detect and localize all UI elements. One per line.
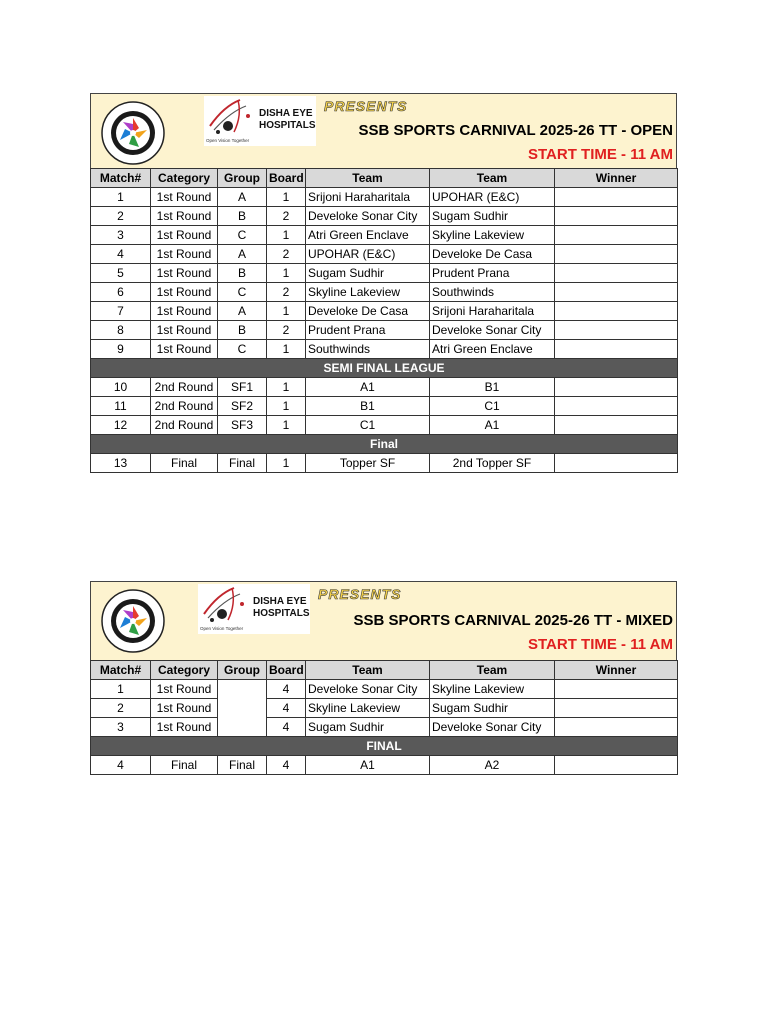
presents-label: PRESENTS [324, 98, 408, 114]
cell-group: SF1 [218, 378, 267, 397]
cell-team1: Skyline Lakeview [306, 283, 430, 302]
cell-winner [555, 245, 678, 264]
sheet-banner [90, 93, 677, 168]
cell-team1: Develoke Sonar City [306, 207, 430, 226]
section-label: FINAL [91, 737, 678, 756]
cell-team1: B1 [306, 397, 430, 416]
table-row [91, 699, 678, 718]
cell-group: C [218, 340, 267, 359]
cell-category: Final [151, 756, 218, 775]
cell-match: 10 [91, 378, 151, 397]
cell-match: 3 [91, 226, 151, 245]
cell-group: C [218, 283, 267, 302]
table-row [91, 397, 678, 416]
section-divider [91, 737, 678, 756]
schedule-sheet-open [90, 93, 677, 473]
cell-team2: 2nd Topper SF [430, 454, 555, 473]
cell-board: 4 [267, 718, 306, 737]
section-label: SEMI FINAL LEAGUE [91, 359, 678, 378]
cell-board: 4 [267, 680, 306, 699]
cell-winner [555, 321, 678, 340]
cell-category: 1st Round [151, 245, 218, 264]
cell-board: 2 [267, 245, 306, 264]
cell-category: 1st Round [151, 340, 218, 359]
cell-board: 1 [267, 416, 306, 435]
sponsor-name [259, 108, 315, 132]
cell-winner [555, 680, 678, 699]
cell-team1: UPOHAR (E&C) [306, 245, 430, 264]
sponsor-name-line1: DISHA EYE [253, 596, 307, 607]
col-header-match: Match# [91, 169, 151, 188]
table-row [91, 416, 678, 435]
cell-winner [555, 699, 678, 718]
cell-team2: Atri Green Enclave [430, 340, 555, 359]
disha-eye-hospitals-logo [204, 96, 316, 146]
cell-board: 1 [267, 264, 306, 283]
cell-match: 4 [91, 756, 151, 775]
sponsor-name-line1: DISHA EYE [259, 108, 313, 119]
cell-board: 1 [267, 340, 306, 359]
cell-category: 2nd Round [151, 397, 218, 416]
col-header-team1: Team [306, 169, 430, 188]
cell-group: A [218, 188, 267, 207]
cell-winner [555, 378, 678, 397]
cell-match: 11 [91, 397, 151, 416]
cell-board: 1 [267, 226, 306, 245]
table-row [91, 454, 678, 473]
cell-category: 1st Round [151, 226, 218, 245]
cell-team2: Skyline Lakeview [430, 680, 555, 699]
cell-board: 2 [267, 321, 306, 340]
cell-board: 1 [267, 188, 306, 207]
table-row [91, 756, 678, 775]
table-row [91, 226, 678, 245]
cell-team2: Skyline Lakeview [430, 226, 555, 245]
cell-team2: Sugam Sudhir [430, 207, 555, 226]
cell-match: 2 [91, 207, 151, 226]
cell-winner [555, 756, 678, 775]
cell-match: 1 [91, 188, 151, 207]
cell-category: 1st Round [151, 264, 218, 283]
cell-board: 4 [267, 699, 306, 718]
cell-match: 1 [91, 680, 151, 699]
cell-team2: Develoke Sonar City [430, 718, 555, 737]
table-row [91, 207, 678, 226]
ssb-seal-logo [95, 100, 171, 166]
cell-winner [555, 416, 678, 435]
cell-group: SF2 [218, 397, 267, 416]
col-header-group: Group [218, 661, 267, 680]
cell-board: 4 [267, 756, 306, 775]
table-row [91, 245, 678, 264]
cell-team2: B1 [430, 378, 555, 397]
match-table [90, 168, 678, 473]
sponsor-tagline: Open Vision Together [206, 138, 250, 143]
cell-winner [555, 718, 678, 737]
table-row [91, 302, 678, 321]
cell-team2: A2 [430, 756, 555, 775]
cell-group: A [218, 245, 267, 264]
table-row [91, 188, 678, 207]
cell-group: SF3 [218, 416, 267, 435]
cell-board: 1 [267, 454, 306, 473]
cell-team2: Develoke De Casa [430, 245, 555, 264]
col-header-board: Board [267, 169, 306, 188]
table-row [91, 264, 678, 283]
cell-match: 8 [91, 321, 151, 340]
cell-category: 1st Round [151, 302, 218, 321]
cell-team1: Atri Green Enclave [306, 226, 430, 245]
start-time: START TIME - 11 AM [527, 146, 673, 163]
table-row [91, 378, 678, 397]
col-header-category: Category [151, 169, 218, 188]
table-row [91, 283, 678, 302]
sponsor-name [253, 596, 309, 620]
table-row [91, 321, 678, 340]
col-header-team1: Team [306, 661, 430, 680]
cell-team1: Srijoni Haraharitala [306, 188, 430, 207]
cell-team1: Topper SF [306, 454, 430, 473]
cell-team1: Sugam Sudhir [306, 264, 430, 283]
cell-winner [555, 454, 678, 473]
start-time: START TIME - 11 AM [527, 636, 673, 653]
cell-category: 2nd Round [151, 416, 218, 435]
cell-category: 1st Round [151, 188, 218, 207]
col-header-team2: Team [430, 661, 555, 680]
cell-match: 4 [91, 245, 151, 264]
presents-label: PRESENTS [318, 586, 402, 602]
cell-team2: Srijoni Haraharitala [430, 302, 555, 321]
cell-category: 1st Round [151, 207, 218, 226]
cell-board: 1 [267, 378, 306, 397]
cell-team1: A1 [306, 378, 430, 397]
cell-board: 2 [267, 283, 306, 302]
cell-category: 1st Round [151, 718, 218, 737]
cell-team1: Southwinds [306, 340, 430, 359]
cell-team2: Southwinds [430, 283, 555, 302]
table-header-row [91, 169, 678, 188]
table-row [91, 718, 678, 737]
cell-winner [555, 340, 678, 359]
cell-team2: Develoke Sonar City [430, 321, 555, 340]
section-label: Final [91, 435, 678, 454]
cell-team2: A1 [430, 416, 555, 435]
page-title: SSB SPORTS CARNIVAL 2025-26 TT - OPEN [358, 122, 673, 139]
cell-winner [555, 302, 678, 321]
cell-group [218, 680, 267, 737]
table-header-row [91, 661, 678, 680]
col-header-match: Match# [91, 661, 151, 680]
cell-winner [555, 264, 678, 283]
col-header-category: Category [151, 661, 218, 680]
col-header-board: Board [267, 661, 306, 680]
table-row [91, 680, 678, 699]
cell-team1: Develoke De Casa [306, 302, 430, 321]
cell-team1: Prudent Prana [306, 321, 430, 340]
cell-group: B [218, 321, 267, 340]
cell-match: 9 [91, 340, 151, 359]
cell-team1: Sugam Sudhir [306, 718, 430, 737]
match-table [90, 660, 678, 775]
cell-match: 5 [91, 264, 151, 283]
cell-group: B [218, 264, 267, 283]
cell-match: 7 [91, 302, 151, 321]
cell-team2: Prudent Prana [430, 264, 555, 283]
cell-winner [555, 226, 678, 245]
cell-team1: Develoke Sonar City [306, 680, 430, 699]
cell-winner [555, 397, 678, 416]
cell-group: C [218, 226, 267, 245]
col-header-team2: Team [430, 169, 555, 188]
cell-category: Final [151, 454, 218, 473]
cell-winner [555, 283, 678, 302]
table-row [91, 340, 678, 359]
cell-match: 12 [91, 416, 151, 435]
disha-eye-hospitals-logo [198, 584, 310, 634]
sponsor-tagline: Open Vision Together [200, 626, 244, 631]
cell-group: B [218, 207, 267, 226]
page-title: SSB SPORTS CARNIVAL 2025-26 TT - MIXED [353, 612, 673, 629]
cell-category: 1st Round [151, 699, 218, 718]
cell-winner [555, 188, 678, 207]
cell-team1: Skyline Lakeview [306, 699, 430, 718]
sheet-banner [90, 581, 677, 660]
cell-match: 3 [91, 718, 151, 737]
cell-team1: A1 [306, 756, 430, 775]
cell-category: 1st Round [151, 321, 218, 340]
cell-team2: Sugam Sudhir [430, 699, 555, 718]
col-header-winner: Winner [555, 661, 678, 680]
cell-board: 1 [267, 397, 306, 416]
cell-team2: C1 [430, 397, 555, 416]
cell-team1: C1 [306, 416, 430, 435]
cell-category: 1st Round [151, 283, 218, 302]
col-header-group: Group [218, 169, 267, 188]
cell-match: 6 [91, 283, 151, 302]
cell-winner [555, 207, 678, 226]
cell-team2: UPOHAR (E&C) [430, 188, 555, 207]
cell-match: 2 [91, 699, 151, 718]
cell-group: A [218, 302, 267, 321]
sponsor-name-line2: HOSPITALS [259, 120, 316, 131]
cell-group: Final [218, 756, 267, 775]
section-divider [91, 359, 678, 378]
cell-category: 2nd Round [151, 378, 218, 397]
cell-board: 1 [267, 302, 306, 321]
cell-match: 13 [91, 454, 151, 473]
section-divider [91, 435, 678, 454]
cell-group: Final [218, 454, 267, 473]
schedule-sheet-mixed [90, 581, 677, 775]
col-header-winner: Winner [555, 169, 678, 188]
cell-board: 2 [267, 207, 306, 226]
cell-category: 1st Round [151, 680, 218, 699]
sponsor-name-line2: HOSPITALS [253, 608, 310, 619]
ssb-seal-logo [95, 588, 171, 654]
